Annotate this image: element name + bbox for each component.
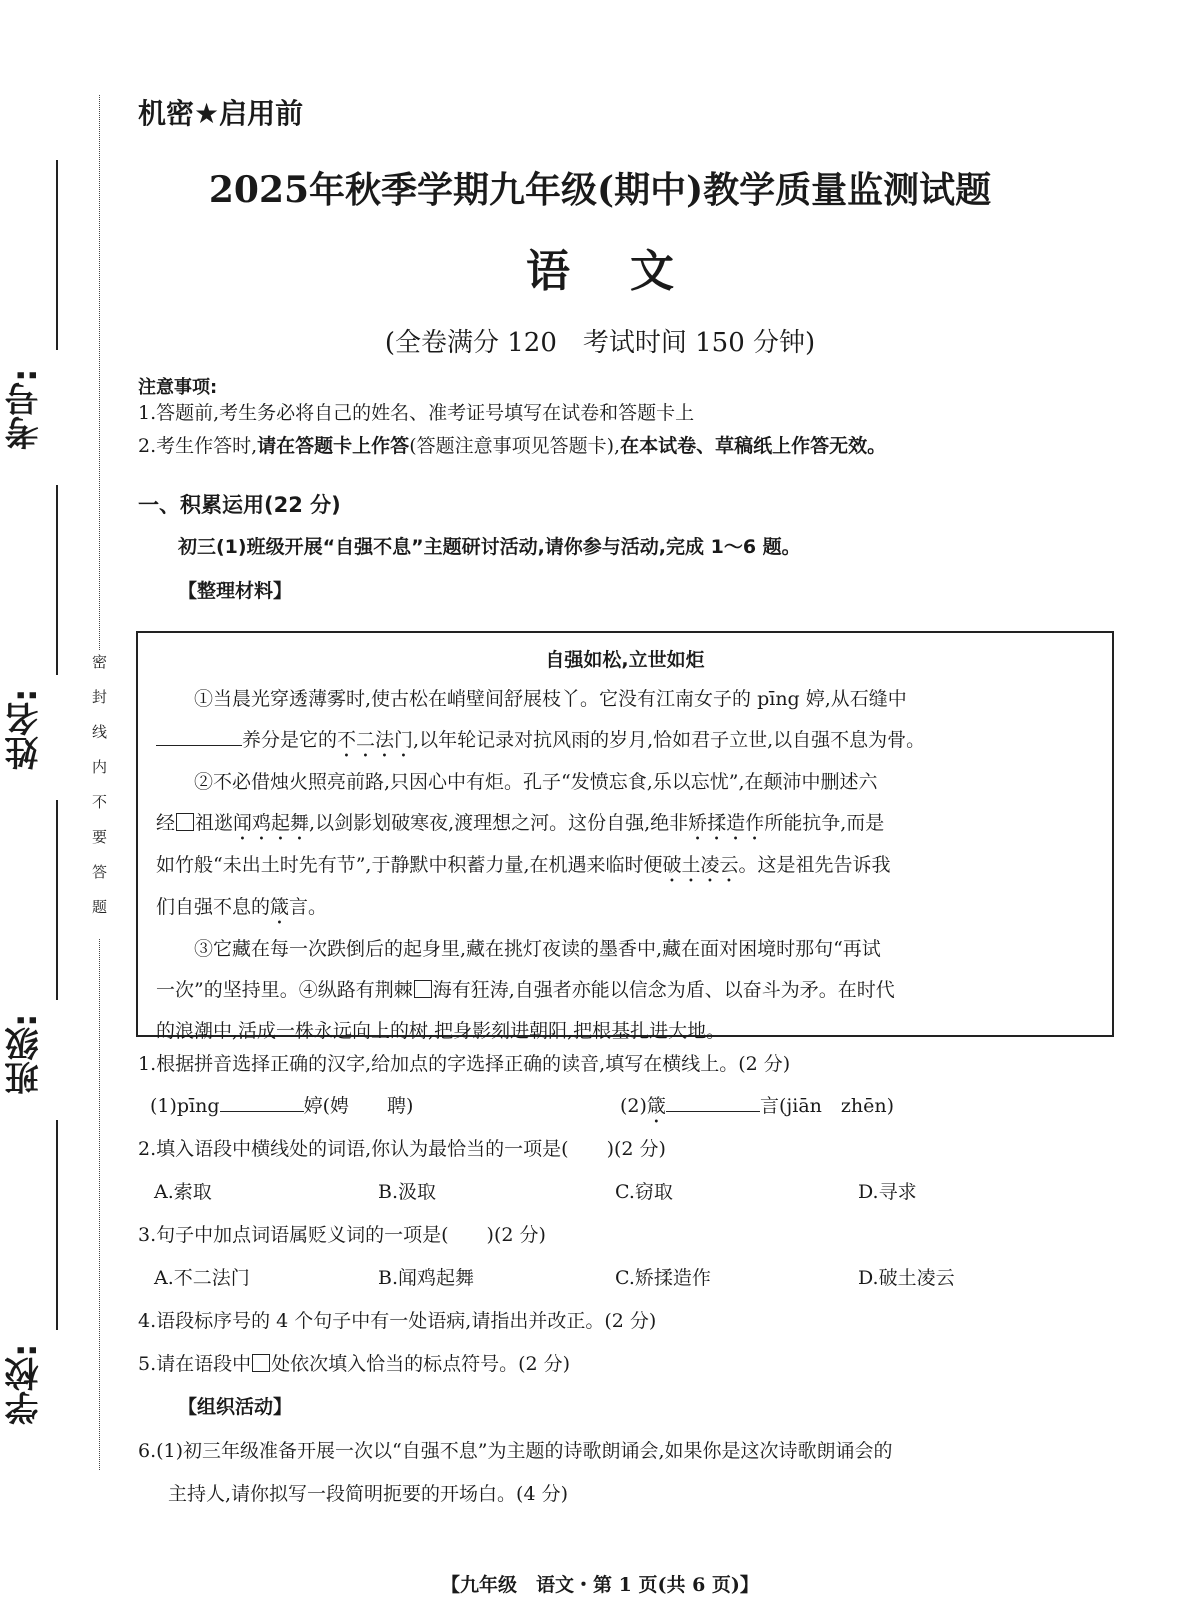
q5-prefix: 5.请在语段中 <box>138 1353 252 1375</box>
q2-option-b[interactable]: B.汲取 <box>378 1181 437 1203</box>
passage-p3-line3 <box>156 1011 1096 1052</box>
activity-tag: 【组织活动】 <box>178 1396 293 1418</box>
p2-dotted-char: 箴 <box>270 896 290 918</box>
p2-text-g: 。这是祖先告诉我 <box>738 854 891 876</box>
q1a-suffix: 婷(娉 聘) <box>303 1095 414 1117</box>
exam-no-label: 考号: <box>5 368 45 450</box>
q2-option-d[interactable]: D.寻求 <box>858 1181 917 1203</box>
q1b-answer-blank[interactable] <box>666 1093 760 1112</box>
p1-text-b: 养分是它的 <box>242 729 338 751</box>
p2-dotted-phrase-2: 矫揉造作 <box>688 812 765 834</box>
punctuation-box-2[interactable] <box>414 980 432 998</box>
confidential-mark: 机密★启用前 <box>138 97 304 130</box>
p3-text-b: 一次”的坚持里。④纵路有荆棘 <box>156 979 413 1001</box>
p2-text-h: 们自强不息的 <box>156 896 271 918</box>
p1-text-c: ,以年轮记录对抗风雨的岁月,恰如君子立世,以自强不息为骨。 <box>413 729 926 751</box>
note-item-2-pre: 2.考生作答时, <box>138 435 258 457</box>
p2-text-c: 祖逖 <box>195 812 234 834</box>
q3-option-b[interactable]: B.闻鸡起舞 <box>378 1267 475 1289</box>
exam-info: (全卷满分 120 考试时间 150 分钟) <box>384 328 816 358</box>
material-tag: 【整理材料】 <box>178 580 293 602</box>
class-line <box>56 800 58 1000</box>
passage-p2-line4 <box>156 887 1096 929</box>
q1b-suffix: 言(jiān zhēn) <box>759 1095 895 1117</box>
p3-text-d: 的浪潮中,活成一株永远向上的树,把身影刻进朝阳,把根基扎进大地。 <box>156 1020 726 1042</box>
p2-text-f: 如竹般“未出土时先有节”,于静默中积蓄力量,在机遇来临时便 <box>156 854 663 876</box>
school-line <box>56 1120 58 1330</box>
q2-option-c[interactable]: C.窃取 <box>615 1181 673 1203</box>
p2-text-e: 所能抗争,而是 <box>764 812 885 834</box>
p3-text-c: 海有狂涛,自强者亦能以信念为盾、以奋斗为矛。在时代 <box>432 979 895 1001</box>
p1-text-a: ①当晨光穿透薄雾时,使古松在峭壁间舒展枝丫。它没有江南女子的 pīng 婷,从石缝中 <box>194 688 907 710</box>
q3-option-a[interactable]: A.不二法门 <box>154 1267 250 1289</box>
passage-box <box>136 631 1114 1042</box>
p2-text-a: ②不必借烛火照亮前路,只因心中有炬。孔子“发愤忘食,乐以忘忧”,在颠沛中删述六 <box>194 771 878 793</box>
p1-dotted-phrase: 不二法门 <box>337 729 414 751</box>
note-item-1 <box>138 398 694 425</box>
question-1: 1.根据拼音选择正确的汉字,给加点的字选择正确的读音,填写在横线上。(2 分) <box>138 1053 791 1075</box>
q1a-prefix: (1)pīng <box>150 1095 220 1117</box>
p2-text-i: 言。 <box>289 896 328 918</box>
question-1-part-b <box>620 1091 894 1128</box>
note-item-2 <box>138 431 886 458</box>
section-1-heading: 一、积累运用(22 分) <box>138 493 341 517</box>
passage-title: 自强如松,立世如炬 <box>545 649 705 671</box>
p1-answer-blank[interactable] <box>156 727 242 746</box>
question-2: 2.填入语段中横线处的词语,你认为最恰当的一项是( )(2 分) <box>138 1138 666 1160</box>
passage-p1-line1 <box>156 679 1096 720</box>
notes-heading: 注意事项: <box>138 377 218 398</box>
q1b-dotted-char: 箴 <box>646 1095 666 1117</box>
question-3: 3.句子中加点词语属贬义词的一项是( )(2 分) <box>138 1224 546 1246</box>
passage-p2-line1 <box>156 762 1096 803</box>
school-label: 学校: <box>5 1343 45 1425</box>
passage-p2-line3 <box>156 845 1096 887</box>
q2-option-a[interactable]: A.索取 <box>154 1181 212 1203</box>
note-item-2-bold-1: 请在答题卡上作答 <box>257 435 410 457</box>
passage-p1-line2 <box>156 720 1096 762</box>
name-label: 姓名: <box>5 688 45 770</box>
question-1-part-a <box>150 1091 413 1118</box>
q1b-prefix: (2) <box>620 1095 647 1117</box>
p2-dotted-phrase-1: 闻鸡起舞 <box>233 812 310 834</box>
passage-p3-line2 <box>156 970 1096 1011</box>
note-item-1-text: 1.答题前,考生务必将自己的姓名、准考证号填写在试卷和答题卡上 <box>138 402 695 424</box>
passage-p3-line1 <box>156 929 1096 970</box>
q1a-answer-blank[interactable] <box>220 1093 304 1112</box>
page-footer: 【九年级 语文・第 1 页(共 6 页)】 <box>441 1574 759 1596</box>
note-item-2-mid: (答题注意事项见答题卡), <box>409 435 621 457</box>
section-1-intro: 初三(1)班级开展“自强不息”主题研讨活动,请你参与活动,完成 1～6 题。 <box>178 536 801 558</box>
note-item-2-bold-2: 在本试卷、草稿纸上作答无效。 <box>620 435 887 457</box>
p3-text-a: ③它藏在每一次跌倒后的起身里,藏在挑灯夜读的墨香中,藏在面对困境时那句“再试 <box>194 938 881 960</box>
q5-suffix: 处依次填入恰当的标点符号。(2 分) <box>271 1353 571 1375</box>
q3-option-d[interactable]: D.破土凌云 <box>858 1267 955 1289</box>
passage-p2-line2 <box>156 803 1096 845</box>
question-5 <box>138 1349 570 1376</box>
q5-box-symbol <box>252 1354 270 1372</box>
question-4: 4.语段标序号的 4 个句子中有一处语病,请指出并改正。(2 分) <box>138 1310 657 1332</box>
p2-text-b: 经 <box>156 812 176 834</box>
exam-title: 2025年秋季学期九年级(期中)教学质量监测试题 <box>208 169 992 211</box>
name-line <box>56 485 58 675</box>
question-6-line-1: 6.(1)初三年级准备开展一次以“自强不息”为主题的诗歌朗诵会,如果你是这次诗歌朗诵会的 <box>138 1440 893 1462</box>
p2-text-d: ,以剑影划破寒夜,渡理想之河。这份自强,绝非 <box>309 812 689 834</box>
subject-title: 语文 <box>526 246 734 297</box>
seal-line-text: 密封线内不要答题 <box>88 650 110 938</box>
punctuation-box-1[interactable] <box>176 813 194 831</box>
p2-dotted-phrase-3: 破土凌云 <box>662 854 739 876</box>
q3-option-c[interactable]: C.矫揉造作 <box>615 1267 711 1289</box>
passage-body <box>156 679 1096 1052</box>
class-label: 班级: <box>5 1013 45 1095</box>
question-6-line-2: 主持人,请你拟写一段简明扼要的开场白。(4 分) <box>168 1483 568 1505</box>
